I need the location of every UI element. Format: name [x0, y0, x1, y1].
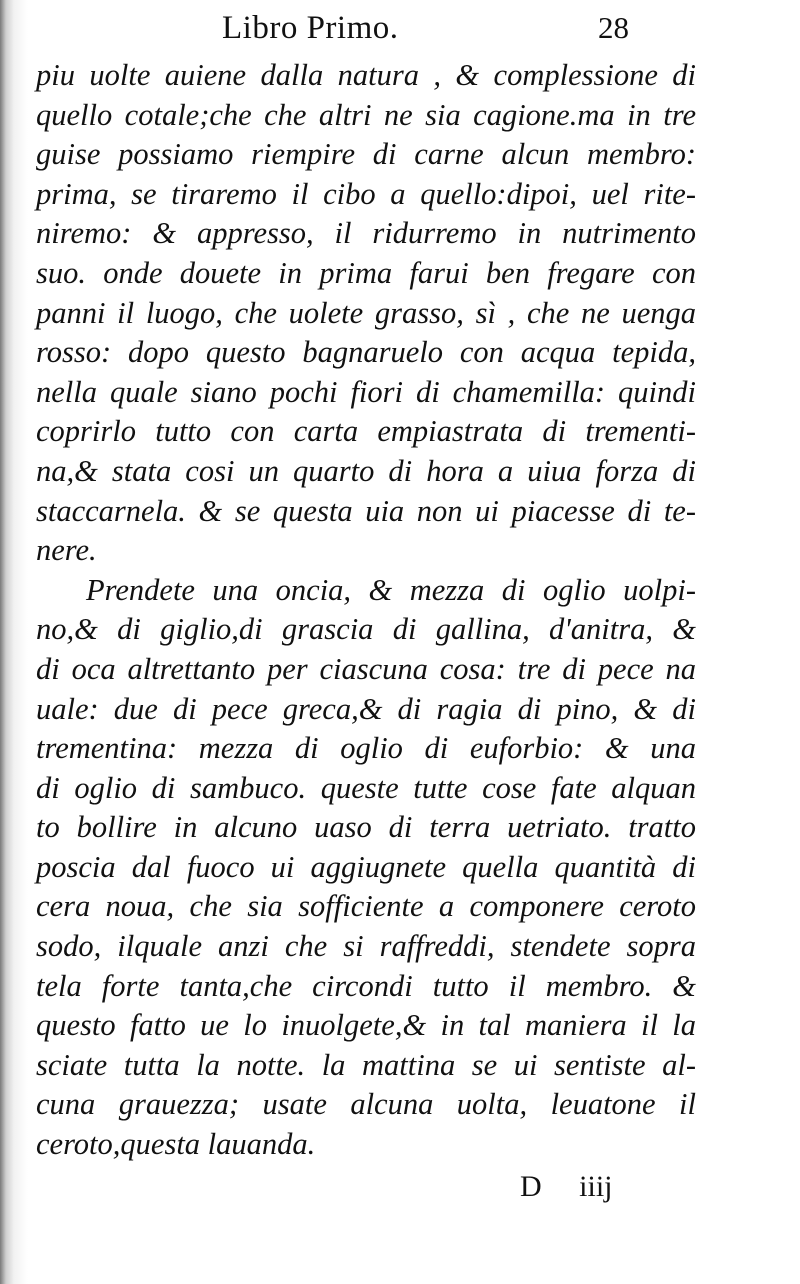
paragraph-2 [36, 571, 696, 1165]
running-head [0, 6, 800, 52]
text-line: Prendete una oncia, & mezza di oglio uolpi- [86, 572, 696, 607]
text-line: guise possiamo riempire di carne alcun membro: [36, 137, 696, 172]
text-block [36, 56, 696, 1165]
text-line: sodo, ilquale anzi che si raffreddi, stendete sopra [36, 929, 696, 964]
page-number: 28 [598, 10, 629, 45]
text-line: tela forte tanta,che circondi tutto il membro. & [36, 968, 696, 1003]
running-title: Libro Primo. [222, 10, 399, 46]
signature-mark: D iiij [520, 1170, 613, 1203]
text-line: di oglio di sambuco. queste tutte cose fate alquan [36, 770, 696, 805]
paragraph-1 [36, 56, 696, 571]
text-line: poscia dal fuoco ui aggiugnete quella quantità di [36, 849, 696, 884]
text-line: di oca altrettanto per ciascuna cosa: tre di pece na [36, 651, 696, 686]
text-line: suo. onde douete in prima farui ben fregare con [36, 255, 696, 290]
text-line: coprirlo tutto con carta empiastrata di trementi- [36, 414, 696, 449]
text-line: no,& di giglio,di grascia di gallina, d'anitra, & [36, 612, 696, 647]
text-line: to bollire in alcuno uaso di terra uetriato. tratto [36, 810, 696, 845]
text-line: sciate tutta la notte. la mattina se ui sentiste al- [36, 1047, 696, 1082]
text-line: trementina: mezza di oglio di euforbio: & una [36, 731, 696, 766]
text-line: prima, se tiraremo il cibo a quello:dipoi, uel rite- [36, 176, 696, 211]
text-line: niremo: & appresso, il ridurremo in nutrimento [36, 216, 696, 251]
text-line: questo fatto ue lo inuolgete,& in tal maniera il la [36, 1008, 696, 1043]
text-line: nere. [36, 533, 97, 568]
text-line: cuna grauezza; usate alcuna uolta, leuatone il [36, 1087, 696, 1122]
text-line: uale: due di pece greca,& di ragia di pino, & di [36, 691, 696, 726]
text-line: nella quale siano pochi fiori di chamemilla: quindi [36, 374, 696, 409]
text-line: staccarnela. & se questa uia non ui piacesse di te- [36, 493, 696, 528]
text-line: panni il luogo, che uolete grasso, sì , che ne uenga [36, 295, 696, 330]
text-line: piu uolte auiene dalla natura , & complessione di [36, 58, 696, 92]
page-gutter-shadow [0, 0, 28, 1284]
text-line: rosso: dopo questo bagnaruelo con acqua tepida, [36, 335, 696, 370]
text-line: ceroto,questa lauanda. [36, 1127, 316, 1162]
text-line: cera noua, che sia sofficiente a componere ceroto [36, 889, 696, 924]
text-line: na,& stata cosi un quarto di hora a uiua forza di [36, 453, 696, 488]
text-line: quello cotale;che che altri ne sia cagione.ma in tre [36, 97, 696, 132]
